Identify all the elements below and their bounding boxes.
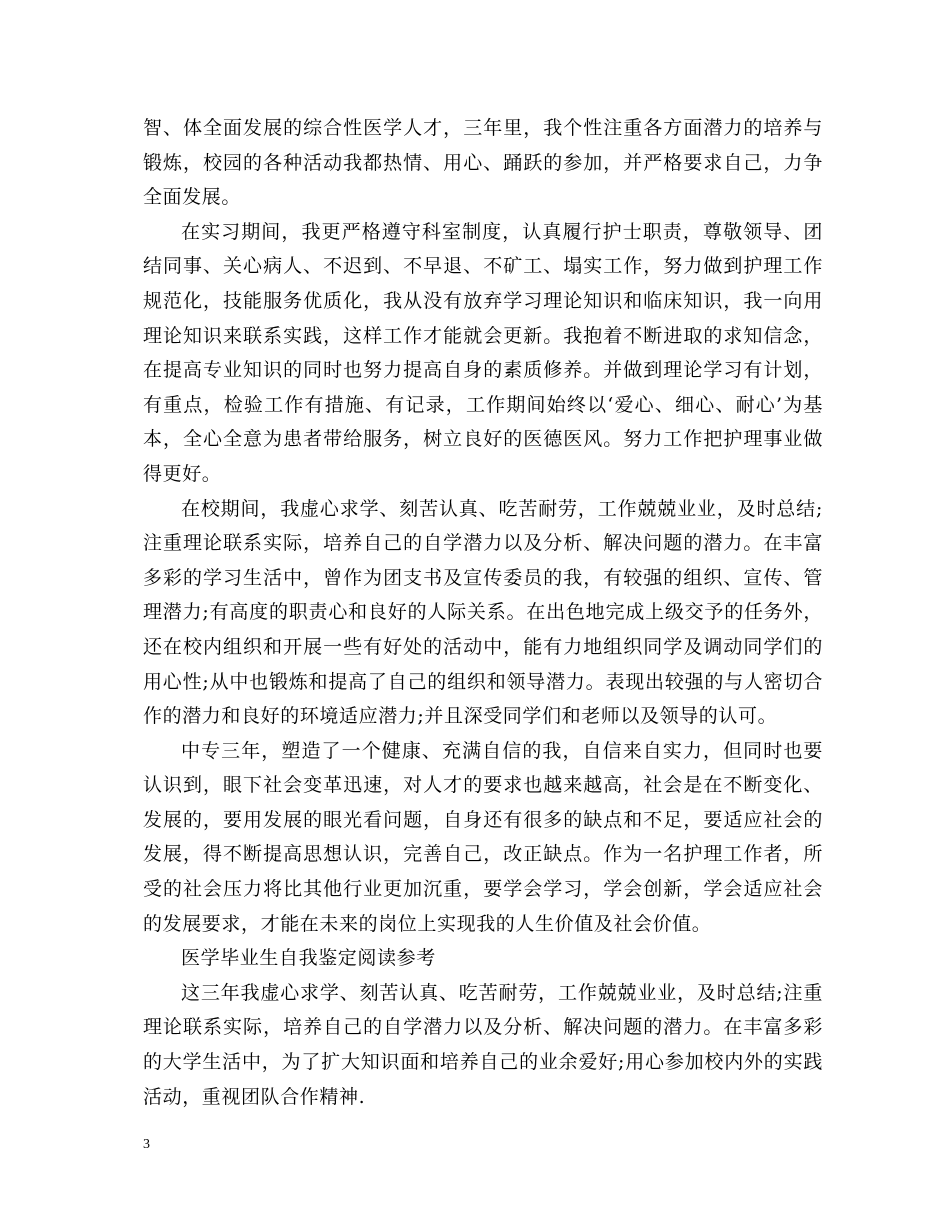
paragraph-continued: 智、体全面发展的综合性医学人才，三年里，我个性注重各方面潜力的培养与锻炼，校园的各种活动我都热情、用心、踊跃的参加，并严格要求自己，力争全面发展。 bbox=[143, 117, 823, 209]
page-number: 3 bbox=[143, 1137, 150, 1152]
paragraph-reference: 这三年我虚心求学、刻苦认真、吃苦耐劳，工作兢兢业业，及时总结;注重理论联系实际，培养自己的自学潜力以及分析、解决问题的潜力。在丰富多彩的大学生活中，为了扩大知识面和培养自己的业余爱好;用心参加校内外的实践活动，重视团队合作精神. bbox=[143, 981, 823, 1108]
paragraph-school-period: 在校期间，我虚心求学、刻苦认真、吃苦耐劳，工作兢兢业业，及时总结;注重理论联系实际，培养自己的自学潜力以及分析、解决问题的潜力。在丰富多彩的学习生活中，曾作为团支书及宣传委员的我，有较强的组织、宣传、管理潜力;有高度的职责心和良好的人际关系。在出色地完成上级交予的任务外，还在校内组织和开展一些有好处的活动中，能有力地组织同学及调动同学们的用心性;从中也锻炼和提高了自己的组织和领导潜力。表现出较强的与人密切合作的潜力和良好的环境适应潜力;并且深受同学们和老师以及领导的认可。 bbox=[143, 497, 823, 728]
paragraph-three-years: 中专三年，塑造了一个健康、充满自信的我，自信来自实力，但同时也要认识到，眼下社会变革迅速，对人才的要求也越来越高，社会是在不断变化、发展的，要用发展的眼光看问题，自身还有很多的缺点和不足，要适应社会的发展，得不断提高思想认识，完善自己，改正缺点。作为一名护理工作者，所受的社会压力将比其他行业更加沉重，要学会学习，学会创新，学会适应社会的发展要求，才能在未来的岗位上实现我的人生价值及社会价值。 bbox=[143, 739, 823, 935]
document-body bbox=[143, 111, 823, 1114]
paragraph-internship: 在实习期间，我更严格遵守科室制度，认真履行护士职责，尊敬领导、团结同事、关心病人、不迟到、不早退、不矿工、塌实工作，努力做到护理工作规范化，技能服务优质化，我从没有放弃学习理论知识和临床知识，我一向用理论知识来联系实践，这样工作才能就会更新。我抱着不断进取的求知信念，在提高专业知识的同时也努力提高自身的素质修养。并做到理论学习有计划，有重点，检验工作有措施、有记录，工作期间始终以‘爱心、细心、耐心’为基本，全心全意为患者带给服务，树立良好的医德医风。努力工作把护理事业做得更好。 bbox=[143, 220, 823, 485]
section-heading: 医学毕业生自我鉴定阅读参考 bbox=[181, 947, 436, 970]
